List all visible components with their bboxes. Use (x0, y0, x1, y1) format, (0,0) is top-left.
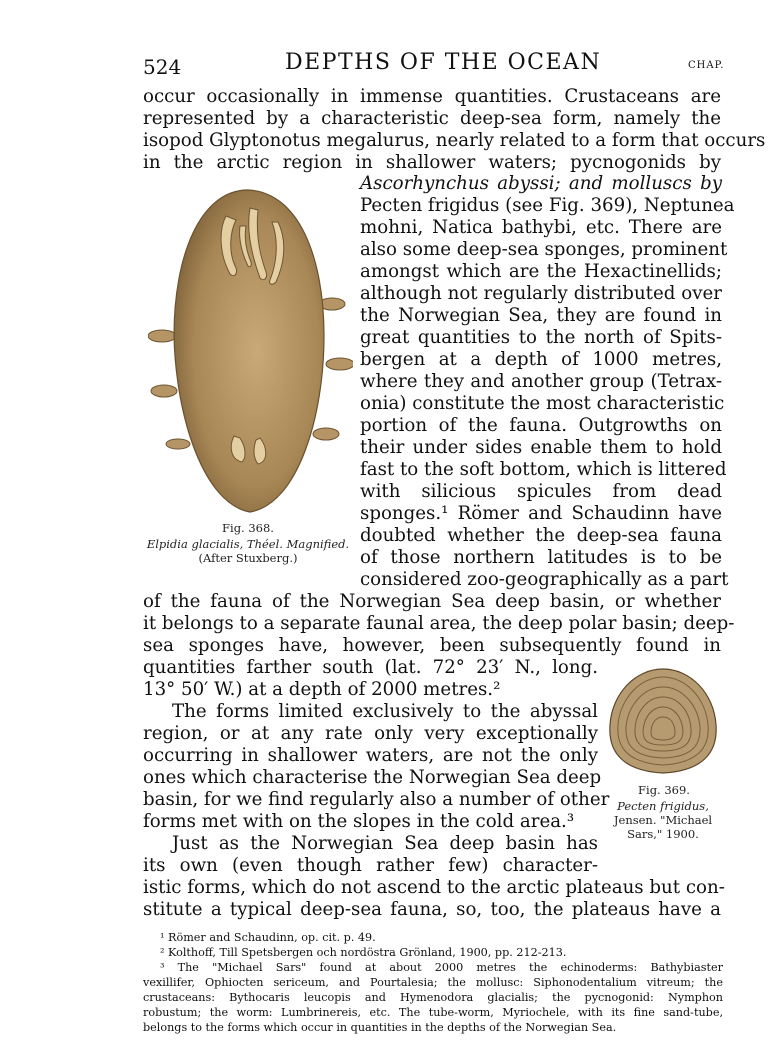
text-line: portion of the fauna. Outgrowths on (360, 415, 722, 436)
footnote: ³ The "Michael Sars" found at about 2000 metres the echinoderms: Bathybiaster (160, 961, 723, 974)
text-line: bergen at a depth of 1000 metres, (360, 349, 722, 370)
pecten-frigidus-shell-illustration (604, 663, 722, 778)
figure-368-caption: Elpidia glacialis, Théel. Magnified. (146, 537, 350, 551)
text-line: Ascorhynchus abyssi; and molluscs by (360, 173, 722, 194)
elpidia-glacialis-illustration (148, 186, 353, 516)
text-line: fast to the soft bottom, which is littered (360, 459, 727, 480)
text-line: Just as the Norwegian Sea deep basin has (172, 833, 598, 854)
footnote: vexillifer, Ophiocten sericeum, and Pourtalesia; the mollusc: Siphonodentalium vitreum; the (143, 976, 723, 989)
text-line: it belongs to a separate faunal area, the deep polar basin; deep- (143, 613, 735, 634)
page-number: 524 (143, 55, 182, 79)
text-line: considered zoo-geographically as a part (360, 569, 729, 590)
text-line: occurring in shallower waters, are not the only (143, 745, 598, 766)
running-title: DEPTHS OF THE OCEAN (285, 50, 602, 75)
text-line: region, or at any rate only very exceptionally (143, 723, 598, 744)
figure-368-label: Fig. 368. (222, 521, 274, 535)
text-line: stitute a typical deep-sea fauna, so, too, the plateaus have a (143, 899, 721, 920)
figure-369-label: Fig. 369. (638, 783, 690, 797)
text-line: basin, for we find regularly also a number of other (143, 789, 610, 810)
text-line: with silicious spicules from dead (360, 481, 722, 502)
text-line: of those northern latitudes is to be (360, 547, 722, 568)
footnote: ¹ Römer and Schaudinn, op. cit. p. 49. (160, 931, 376, 944)
footnote: robustum; the worm: Lumbrinereis, etc. The tube-worm, Myriochele, with its fine sand-tube, (143, 1006, 723, 1019)
text-line: quantities farther south (lat. 72° 23′ N., long. (143, 657, 598, 678)
footnote: crustaceans: Bythocaris leucopis and Hymenodora glacialis; the pycnogonid: Nymphon (143, 991, 723, 1004)
text-line: sponges.¹ Römer and Schaudinn have (360, 503, 722, 524)
text-line: represented by a characteristic deep-sea form, namely the (143, 108, 721, 129)
text-line: Pecten frigidus (see Fig. 369), Neptunea (360, 195, 735, 216)
text-line: also some deep-sea sponges, prominent (360, 239, 728, 260)
text-line: isopod Glyptonotus megalurus, nearly related to a form that occurs (143, 130, 766, 151)
text-line: amongst which are the Hexactinellids; (360, 261, 722, 282)
chapter-label: CHAP. (688, 60, 725, 71)
text-line: where they and another group (Tetrax- (360, 371, 722, 392)
footnote: ² Kolthoff, Till Spetsbergen och nordöstra Grönland, 1900, pp. 212-213. (160, 946, 567, 959)
footnote: belongs to the forms which occur in quantities in the depths of the Norwegian Sea. (143, 1021, 617, 1034)
text-line: istic forms, which do not ascend to the arctic plateaus but con- (143, 877, 725, 898)
text-line: 13° 50′ W.) at a depth of 2000 metres.² (143, 679, 501, 700)
text-line: the Norwegian Sea, they are found in (360, 305, 722, 326)
figure-369-caption: Pecten frigidus, (617, 799, 709, 813)
text-line: their under sides enable them to hold (360, 437, 722, 458)
text-line: occur occasionally in immense quantities. Crustaceans are (143, 86, 721, 107)
text-line: doubted whether the deep-sea fauna (360, 525, 722, 546)
figure-369-source: Jensen. "Michael (613, 813, 713, 827)
figure-368-source: (After Stuxberg.) (198, 551, 298, 565)
text-line: The forms limited exclusively to the abyssal (172, 701, 598, 722)
text-line: onia) constitute the most characteristic (360, 393, 725, 414)
text-line: ones which characterise the Norwegian Sea deep (143, 767, 602, 788)
text-line: forms met with on the slopes in the cold area.³ (143, 811, 575, 832)
text-line: its own (even though rather few) character- (143, 855, 598, 876)
text-line: of the fauna of the Norwegian Sea deep basin, or whether (143, 591, 721, 612)
text-line: although not regularly distributed over (360, 283, 722, 304)
text-line: in the arctic region in shallower waters; pycnogonids by (143, 152, 721, 173)
text-line: mohni, Natica bathybi, etc. There are (360, 217, 722, 238)
figure-369-source: Sars," 1900. (627, 827, 699, 841)
text-line: sea sponges have, however, been subsequently found in (143, 635, 721, 656)
text-line: great quantities to the north of Spits- (360, 327, 722, 348)
